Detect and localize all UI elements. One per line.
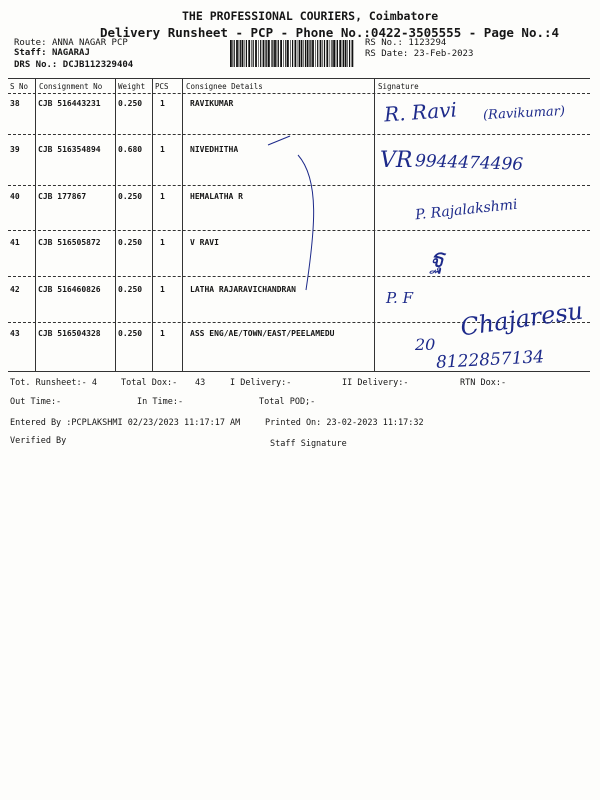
cell-sno: 41 xyxy=(10,238,20,247)
barcode-bar xyxy=(277,40,278,67)
cell-weight: 0.250 xyxy=(118,238,143,247)
barcode-bar xyxy=(295,40,297,67)
total-dox-label: Total Dox:- xyxy=(121,378,178,388)
in-time: In Time:- xyxy=(137,397,184,407)
barcode-bar xyxy=(333,40,335,67)
row-rule xyxy=(8,134,590,135)
drs-line xyxy=(14,60,133,70)
printed-on: Printed On: 23-02-2023 11:17:32 xyxy=(265,418,424,428)
total-pod: Total POD;- xyxy=(259,397,316,407)
cell-consignment: CJB 516443231 xyxy=(38,99,101,108)
barcode-bar xyxy=(244,40,245,67)
barcode-bar xyxy=(232,40,233,67)
barcode-bar xyxy=(285,40,286,67)
pen-stroke xyxy=(290,150,350,300)
col-header-weight: Weight xyxy=(118,82,146,91)
rtn-dox: RTN Dox:- xyxy=(460,378,507,388)
total-dox-value: 43 xyxy=(195,378,206,388)
barcode-bar xyxy=(336,40,337,67)
cell-consignment: CJB 516354894 xyxy=(38,145,101,154)
barcode-bar xyxy=(310,40,311,67)
pen-tick xyxy=(266,130,296,150)
barcode-bar xyxy=(278,40,279,67)
signature-38-name: (Ravikumar) xyxy=(482,103,566,124)
signature-38: R. Ravi xyxy=(383,97,458,127)
barcode-bar xyxy=(299,40,300,67)
cell-pcs: 1 xyxy=(160,145,165,154)
barcode-bar xyxy=(349,40,350,67)
cell-consignee: RAVIKUMAR xyxy=(190,99,234,108)
cell-weight: 0.250 xyxy=(118,285,143,294)
cell-weight: 0.680 xyxy=(118,145,143,154)
cell-consignment: CJB 516460826 xyxy=(38,285,101,294)
col-divider xyxy=(374,78,375,371)
rs-no-line xyxy=(365,38,446,48)
cell-consignee: ASS ENG/AE/TOWN/EAST/PEELAMEDU xyxy=(190,329,335,338)
staff-line xyxy=(14,48,90,58)
barcode-bar xyxy=(242,40,244,67)
barcode-bar xyxy=(246,40,247,67)
out-time: Out Time:- xyxy=(10,397,62,407)
drs-label: DRS No.: xyxy=(14,60,58,70)
signature-41: ฐ xyxy=(430,244,445,274)
tot-runsheet: Tot. Runsheet:- 4 xyxy=(10,378,97,388)
col-header-sno: S No xyxy=(10,82,29,91)
barcode-bar xyxy=(317,40,318,67)
staff-label: Staff: xyxy=(14,48,47,58)
table-bottom-rule xyxy=(8,371,590,372)
col-header-consignment: Consignment No xyxy=(39,82,103,91)
entered-by: Entered By :PCPLAKSHMI 02/23/2023 11:17:17 AM xyxy=(10,418,241,428)
signature-39-initials: VR xyxy=(380,148,413,173)
signature-42-a: P. F xyxy=(386,289,413,307)
cell-consignment: CJB 177867 xyxy=(38,192,87,201)
route-value: ANNA NAGAR PCP xyxy=(51,38,128,48)
cell-weight: 0.250 xyxy=(118,99,143,108)
col-header-signature: Signature xyxy=(378,82,419,91)
barcode-bar xyxy=(330,40,331,67)
barcode-bar xyxy=(283,40,284,67)
signature-39-phone: 9944474496 xyxy=(414,151,524,175)
barcode-bar xyxy=(326,40,328,67)
cell-consignee: V RAVI xyxy=(190,238,219,247)
barcode-bar xyxy=(253,40,254,67)
rs-date-value: 23-Feb-2023 xyxy=(413,49,474,59)
ii-delivery: II Delivery:- xyxy=(342,378,409,388)
col-header-pcs: PCS xyxy=(155,82,169,91)
i-delivery: I Delivery:- xyxy=(230,378,292,388)
barcode-bar xyxy=(263,40,265,67)
barcode-bar xyxy=(255,40,257,67)
rs-date-line xyxy=(365,49,473,59)
cell-sno: 40 xyxy=(10,192,20,201)
barcode-bar xyxy=(272,40,273,67)
cell-consignment: CJB 516505872 xyxy=(38,238,101,247)
cell-pcs: 1 xyxy=(160,238,165,247)
rs-no-label: RS No.: xyxy=(365,38,403,48)
cell-sno: 38 xyxy=(10,99,20,108)
barcode-bar xyxy=(274,40,276,67)
col-divider xyxy=(115,78,116,371)
barcode-bar xyxy=(248,40,250,67)
col-divider xyxy=(35,78,36,371)
barcode-bar xyxy=(234,40,235,67)
barcode-bar xyxy=(347,40,348,67)
cell-consignee: HEMALATHA R xyxy=(190,192,243,201)
barcode-bar xyxy=(290,40,291,67)
cell-pcs: 1 xyxy=(160,285,165,294)
barcode-bar xyxy=(345,40,347,67)
barcode-bar xyxy=(303,40,304,67)
barcode-bar xyxy=(322,40,323,67)
cell-pcs: 1 xyxy=(160,329,165,338)
barcode-bar xyxy=(312,40,314,67)
col-divider xyxy=(152,78,153,371)
cell-weight: 0.250 xyxy=(118,192,143,201)
barcode-bar xyxy=(307,40,309,67)
company-title: THE PROFESSIONAL COURIERS, Coimbatore xyxy=(182,9,439,23)
cell-pcs: 1 xyxy=(160,192,165,201)
col-divider xyxy=(182,78,183,371)
barcode-bar xyxy=(265,40,266,67)
staff-value: NAGARAJ xyxy=(51,48,90,58)
cell-consignee: LATHA RAJARAVICHANDRAN xyxy=(190,285,296,294)
signature-43-mark: 20 xyxy=(415,335,436,354)
rs-date-label: RS Date: xyxy=(365,49,409,59)
barcode-bar xyxy=(309,40,310,67)
barcode-bar xyxy=(298,40,299,67)
drs-value: DCJB112329404 xyxy=(62,60,134,70)
col-header-consignee: Consignee Details xyxy=(186,82,263,91)
route-line xyxy=(14,38,128,48)
table-header-rule xyxy=(8,93,590,94)
rs-no-value: 1123294 xyxy=(408,38,447,48)
cell-sno: 39 xyxy=(10,145,20,154)
barcode-bar xyxy=(315,40,316,67)
table-top-rule xyxy=(8,78,590,79)
barcode-bar xyxy=(240,40,241,67)
barcode-bar xyxy=(331,40,332,67)
signature-40: P. Rajalakshmi xyxy=(414,196,519,224)
barcode-bar xyxy=(258,40,259,67)
barcode-bar xyxy=(271,40,272,67)
route-label: Route: xyxy=(14,38,47,48)
barcode-bar xyxy=(320,40,322,67)
barcode-bar xyxy=(343,40,344,67)
cell-consignment: CJB 516504328 xyxy=(38,329,101,338)
barcode-bar xyxy=(305,40,306,67)
barcode-bar xyxy=(239,40,240,67)
staff-signature-label: Staff Signature xyxy=(270,439,347,449)
cell-sno: 42 xyxy=(10,285,20,294)
barcode-bar xyxy=(292,40,293,67)
barcode-bar xyxy=(268,40,270,67)
barcode xyxy=(230,40,355,67)
barcode-bar xyxy=(342,40,343,67)
barcode-bar xyxy=(301,40,303,67)
cell-sno: 43 xyxy=(10,329,20,338)
cell-weight: 0.250 xyxy=(118,329,143,338)
signature-43-phone: 8122857134 xyxy=(435,347,545,373)
cell-pcs: 1 xyxy=(160,99,165,108)
signature-42-b: Chajaresu xyxy=(458,296,585,342)
barcode-bar xyxy=(251,40,252,67)
barcode-bar xyxy=(230,40,232,67)
barcode-bar xyxy=(280,40,282,67)
barcode-bar xyxy=(260,40,261,67)
barcode-bar xyxy=(324,40,325,67)
barcode-bar xyxy=(236,40,238,67)
barcode-bar xyxy=(352,40,354,67)
barcode-bar xyxy=(337,40,338,67)
barcode-bar xyxy=(287,40,289,67)
barcode-bar xyxy=(339,40,341,67)
barcode-bar xyxy=(266,40,267,67)
verified-by: Verified By xyxy=(10,436,67,446)
cell-consignee: NIVEDHITHA xyxy=(190,145,239,154)
runsheet-subtitle: Delivery Runsheet - PCP - Phone No.:0422-3505555 - Page No.:4 xyxy=(100,25,560,40)
